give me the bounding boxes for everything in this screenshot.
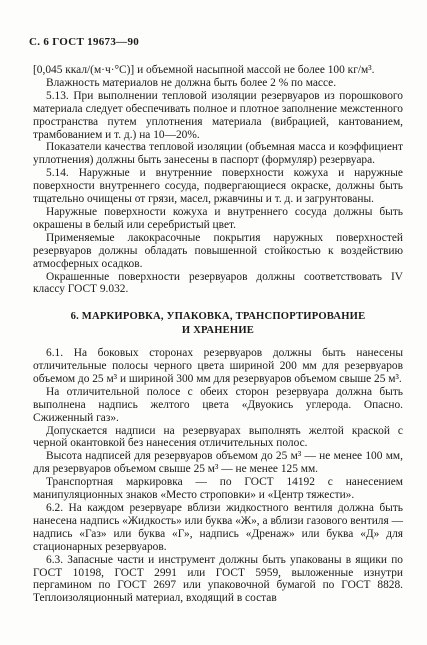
section-5-continuation <box>33 64 403 296</box>
paragraph-p1: [0,045 ккал/(м·ч·°С)] и объемной насыпной массой не более 100 кг/м³. <box>33 64 375 76</box>
section-title <box>33 310 403 337</box>
paragraph-p12: Высота надписей для резервуаров объемом до 25 м³ — не менее 100 мм, для резервуаров объемом свыше 25 м³ — не менее 125 мм. <box>33 450 403 476</box>
document-body <box>33 64 403 605</box>
paragraph-p10: На отличительной полосе с обеих сторон резервуара должна быть выполнена надпись желтого цвета «Двуокись углерода. Опасно. Сжиженный газ». <box>33 385 403 424</box>
paragraph-p15: 6.3. Запасные части и инструмент должны быть упакованы в ящики по ГОСТ 10198, ГОСТ 2991 или ГОСТ 5959, выложенные изнутри пергамином по ГОСТ 2697 или упаковочной бумагой по ГОСТ 8828. Теплоизоляционный материал, входящий в состав <box>33 553 403 605</box>
paragraph-p5: 5.14. Наружные и внутренние поверхности кожуха и наружные поверхности внутреннего сосуда, подвергающиеся окраске, должны быть тщательно очищены от грязи, масел, ржавчины и т. д. и загрунтованы. <box>33 167 403 206</box>
paragraph-p6: Наружные поверхности кожуха и внутреннего сосуда должны быть окрашены в белый или серебристый цвет. <box>33 205 403 231</box>
paragraph-p7: Применяемые лакокрасочные покрытия наружных поверхностей резервуаров должны обладать повышенной стойкостью к воздействию атмосферных осадков. <box>33 231 403 270</box>
section-title-line-2: И ХРАНЕНИЕ <box>181 324 255 336</box>
section-title-line-1: 6. МАРКИРОВКА, УПАКОВКА, ТРАНСПОРТИРОВАНИЕ <box>70 311 366 323</box>
paragraph-p3: 5.13. При выполнении тепловой изоляции резервуаров из порошкового материала следует обеспечивать полное и плотное заполнение межстенного пространства путем уплотнения материала (вибрацией, кантованием, трамбованием и т. д.) на 10—20%. <box>33 89 403 141</box>
paragraph-p9: 6.1. На боковых сторонах резервуаров должны быть нанесены отличительные полосы черного цвета шириной 200 мм для резервуаров объемом до 25 м³ и шириной 300 мм для резервуаров объемом свыше 25 м³. <box>33 347 403 385</box>
paragraph-p2: Влажность материалов не должна быть более 2 % по массе. <box>46 76 337 89</box>
paragraph-p13: Транспортная маркировка — по ГОСТ 14192 с нанесением манипуляционных знаков «Место строповки» и «Центр тяжести». <box>33 476 403 502</box>
paragraph-p11: Допускается надписи на резервуарах выполнять желтой краской с черной окантовкой без нанесения отличительных полос. <box>33 424 403 450</box>
paragraph-p14: 6.2. На каждом резервуаре вблизи жидкостного вентиля должна быть нанесена надпись «Жидкость» или буква «Ж», а вблизи газового вентиля — надпись «Газ» или буква «Г», надпись «Дренаж» или буква «Д» для стационарных резервуаров. <box>33 502 403 553</box>
paragraph-p4: Показатели качества тепловой изоляции (объемная масса и коэффициент уплотнения) должны быть занесены в паспорт (формуляр) резервуара. <box>33 141 403 167</box>
page-header: С. 6 ГОСТ 19673—90 <box>29 36 140 48</box>
section-6-body <box>33 347 403 605</box>
paragraph-p8: Окрашенные поверхности резервуаров должны соответствовать IV классу ГОСТ 9.032. <box>33 270 403 296</box>
